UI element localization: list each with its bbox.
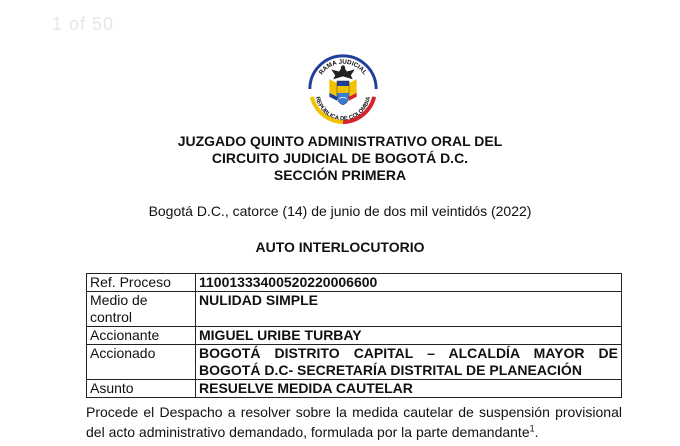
row-label: Accionado xyxy=(87,345,196,380)
court-line-3: SECCIÓN PRIMERA xyxy=(273,167,407,183)
row-value: NULIDAD SIMPLE xyxy=(196,292,622,327)
body-paragraph xyxy=(86,402,622,442)
case-details-table xyxy=(86,273,622,398)
table-row xyxy=(87,380,622,398)
row-label: Medio de control xyxy=(87,292,196,327)
court-heading xyxy=(0,133,680,184)
table-row xyxy=(87,292,622,327)
row-value: 11001333400520220006600 xyxy=(196,274,622,292)
date-line: Bogotá D.C., catorce (14) de junio de dos mil veintidós (2022) xyxy=(148,203,532,219)
table-row xyxy=(87,327,622,345)
court-line-2: CIRCUITO JUDICIAL DE BOGOTÁ D.C. xyxy=(211,150,469,166)
row-label: Ref. Proceso xyxy=(87,274,196,292)
document-type: AUTO INTERLOCUTORIO xyxy=(255,239,425,255)
row-label: Asunto xyxy=(87,380,196,398)
page-indicator: 1 of 50 xyxy=(52,14,115,34)
table-row xyxy=(87,345,622,380)
seal-top-text: RAMA JUDICIAL xyxy=(317,58,369,77)
body-text: Procede el Despacho a resolver sobre la medida cautelar de suspensión provisional del acto administrativo demandado, formulada por la parte demandante xyxy=(86,404,622,440)
row-value: RESUELVE MEDIDA CAUTELAR xyxy=(196,380,622,398)
row-value: BOGOTÁ DISTRITO CAPITAL – ALCALDÍA MAYOR DE BOGOTÁ D.C- SECRETARÍA DISTRITAL DE PLANEACIÓN xyxy=(196,345,622,380)
coat-of-arms-icon xyxy=(304,50,382,128)
body-period: . xyxy=(534,424,539,440)
footnote-ref[interactable]: 1 xyxy=(529,423,535,434)
row-label: Accionante xyxy=(87,327,196,345)
row-value: MIGUEL URIBE TURBAY xyxy=(196,327,622,345)
table-row xyxy=(87,274,622,292)
court-line-1: JUZGADO QUINTO ADMINISTRATIVO ORAL DEL xyxy=(177,133,503,149)
seal-bottom-text: REPÚBLICA DE COLOMBIA xyxy=(313,96,373,123)
